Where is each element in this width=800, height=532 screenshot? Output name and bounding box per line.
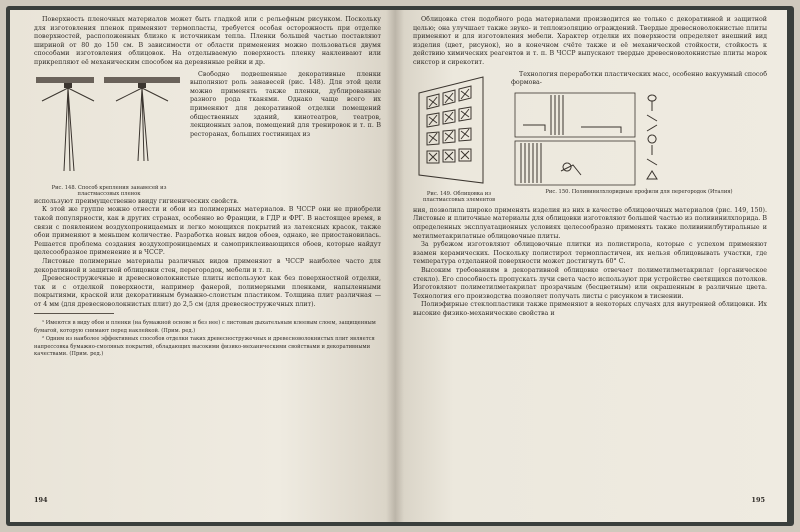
pvc-profile-illustration — [643, 91, 661, 187]
left-intro-text: Поверхность пленочных материалов может быть гладкой или с рельефным рисунком. Поскольку для изготовления пленок применяют термопласты, требуется особая осторожность при отделке поверхностей, расположенных близко к источникам тепла. Пленки большей частью поставляют шириной от 80 до 150 см. В зависимости от области применения можно пользоваться двумя способами изготовления облицовок. На отделываемую поверхность пленку наклеивают или прикрепляют её механическим способом на деревянные рейки и др. — [34, 16, 381, 66]
figures-149-150-block — [413, 71, 767, 204]
left-page — [10, 10, 395, 522]
plastic-tile-wall-illustration — [413, 71, 505, 189]
left-intro-paragraph — [34, 16, 381, 68]
book-gutter — [386, 10, 404, 522]
left-page-number: 194 — [34, 496, 48, 504]
curtain-fastening-illustration — [34, 71, 184, 183]
right-side-text-block — [511, 71, 767, 88]
footnote-2: ² Одним из наиболее эффективных способов отделки таких древесностружечных и древесноволокнистых плит является напрессовка бумажно-смоляных покрытий, обладающих высокими физико-механическими свойствами и декоративными качествами. (Прим. ред.) — [34, 336, 375, 358]
right-body — [413, 207, 767, 319]
figure-148 — [34, 71, 184, 198]
figure-149 — [413, 71, 505, 204]
left-body-3: Листовые полимерные материалы различных видов применяют в ЧССР наиболее часто для декоративной и защитной облицовки стен, перегородок, мебели и т. п. — [34, 257, 381, 274]
right-page-number: 195 — [751, 496, 765, 504]
left-side-text: Свободно подвешенные декоративные пленки выполняют роль занавесей (рис. 148). Для этой цели можно применять также пленки, дублированные разного рода тканями. Однако чаще всего их применяют для декоративной отделки помещений общественных зданий, кинотеатров, театров, лекционных залов, помещений для тренировок и т. п. В ресторанах, больших гостиницах из — [190, 70, 381, 138]
footnote-separator — [34, 313, 114, 314]
left-body-4: Древесностружечные и древесноволокнистые плиты используют как без поверхностной отделки, так и с отделкой поверхности, например фанерой, полимерными пленками, напыленными покрытиями, краской или декоративным бумажно-слоистым пластиком. Толщина плит различная — от 4 мм (для древесноволокнистых плит) до 2,5 см (для древесностружечных плит). — [34, 275, 381, 308]
figure-148-block — [34, 71, 381, 198]
right-body-4: Полиэфирные стеклопластики также применяют в некоторых случаях для внутренней облицовки. Их высокие физико-механические свойства и — [413, 301, 767, 317]
right-body-3: Высоким требованиям в декоративной облицовке отвечает полиметилметакрилат (органическое стекло). Его способность пропускать лучи света часто используют при устройстве светящихся потолков. Изготовляют полиметилметакрилат прозрачным (бесцветным) или окрашенным в различные цвета. Технология его производства позволяет получать листы с рисунком в тиснении. — [413, 266, 767, 300]
left-body-1: используют преимущественно ввиду гигиенических свойств. — [34, 197, 239, 205]
right-body-2: За рубежом изготовляют облицовочные плитки из полистирола, которые с успехом применяют взамен керамических. Поскольку полистирол термопластичен, их нельзя облицовывать участки, где температура отделанной поверхности может достигнуть 60° С. — [413, 241, 767, 266]
right-intro-text: Облицовка стен подобного рода материалами производится не только с декоративной и защитной целью; она улучшает также звуко- и теплоизоляцию ограждений. Твердые древесноволокнистые плиты применяют и для изготовления мебели. Характер отделки их поверхности определяет внешний вид изделия (цвет, рисунок), но в конечном счёте также и её механической стойкости, стойкость к действию химических реагентов и т. п. В ЧССР выпускают твердые древесноволокнистые плиты марок сикстор и сирекотит. — [413, 16, 767, 66]
left-body — [34, 198, 381, 310]
figure-149-caption: Рис. 149. Облицовка из пластмассовых элементов — [422, 190, 496, 204]
right-page — [395, 10, 787, 522]
left-footnotes — [34, 320, 381, 358]
footnote-1: ¹ Имеются в виду обои и пленки (на бумажной основе и без нее) с листовым дыхательным клеевым слоем, защищенным бумагой, которую снимают перед наклейкой. (Прим. ред.) — [34, 320, 376, 334]
left-body-2: К этой же группе можно отнести и обои из полимерных материалов. В ЧССР они не приобрели такой популярности, как в других странах, особенно во Франции, в ГДР и ФРГ. В настоящее время, в связи с появлением воздухопроницаемых и легко моющихся покрытий из латексных красок, также обои применяют в меньшем количестве. Разработка новых видов обоев, однако, не приостановилась. Решается проблема создания воздухопроницаемых и самоприклеивающихся обоев, которые найдут целесообразное применение и в ЧССР. — [34, 206, 381, 257]
right-side-text: Технология переработки пластических масс, особенно вакуумный способ формова- — [511, 70, 767, 87]
figure-148-caption: Рис. 148. Способ крепления занавесей из пластмассовых пленок — [51, 184, 167, 198]
figure-150-caption: Рис. 150. Поливинилхлоридные профили для перегородок (Италия) — [545, 188, 733, 195]
right-side-column — [511, 71, 767, 204]
right-intro-paragraph — [413, 16, 767, 68]
left-side-column — [190, 71, 381, 198]
partition-rooms-illustration — [511, 91, 639, 187]
right-body-1: ния, позволила широко применять изделия из них в качестве облицовочных материалов (рис. 149, 150). Листовые и плиточные материалы для облицовки изготовляют большей частью из поливинилхлорида. В определенных эксплуатационных условиях целесообразно применять также поливинилбутиральные и метилметакрилатные облицовочные плиты. — [413, 206, 767, 240]
figure-150 — [511, 91, 767, 187]
